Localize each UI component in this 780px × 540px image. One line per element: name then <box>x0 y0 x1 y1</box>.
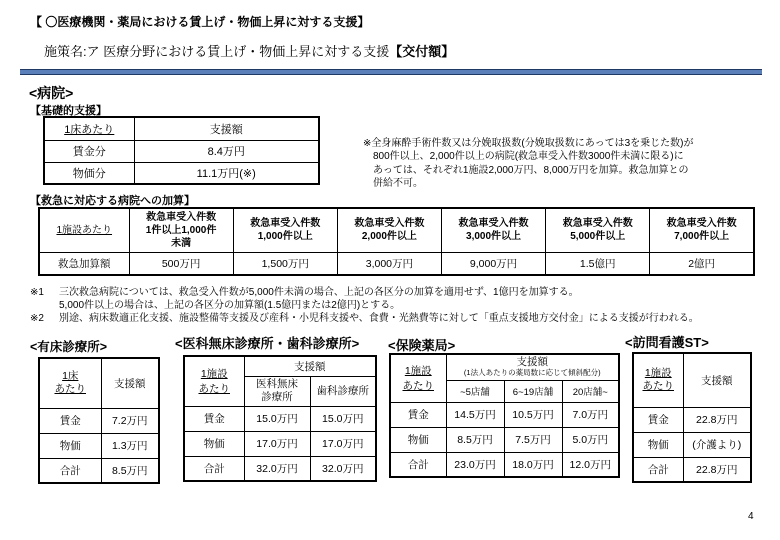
col-header-line: 7,000件以上 <box>674 231 730 243</box>
table-row <box>390 354 619 380</box>
table-row <box>39 358 159 408</box>
note-line: あっては、それぞれ1施設2,000万円、8,000万円を加算。救急加算との <box>373 164 689 176</box>
row-value: 18.0万円 <box>504 452 562 477</box>
note-line: 併給不可。 <box>373 178 423 190</box>
row-value: 8.5万円 <box>101 458 159 483</box>
amount-header-note: (1法人あたりの薬局数に応じて傾斜配分) <box>463 368 601 378</box>
row-value: 32.0万円 <box>310 456 376 481</box>
basic-unit-header-label: 1床あたり <box>64 123 115 136</box>
page-title-grant-amount: 【交付額】 <box>389 44 455 59</box>
row-value: 15.0万円 <box>310 406 376 431</box>
pharmacy-table <box>389 353 620 478</box>
footnote-text: 三次救急病院については、救急受入件数が5,000件未満の場合、上記の各区分の加算を適用せず、1億円を加算する。 <box>59 287 579 298</box>
basic-row-value: 11.1万円(※) <box>134 162 319 184</box>
hospital-section-title: <病院> <box>29 85 74 101</box>
clinic-no-beds-table <box>183 355 377 482</box>
row-label: 賃金 <box>39 408 101 433</box>
clinic-with-beds-title: <有床診療所> <box>30 340 108 354</box>
emergency-col-header <box>441 208 545 252</box>
row-value: 12.0万円 <box>562 452 619 477</box>
clinic-with-beds-table <box>38 357 160 484</box>
anesthesia-delivery-note <box>363 137 769 191</box>
row-label: 物価 <box>390 427 446 452</box>
emergency-value: 1.5億円 <box>546 252 650 275</box>
unit-header-line: 1施設 <box>404 365 432 378</box>
row-value: 22.8万円 <box>683 457 751 482</box>
clinic-no-beds-title: <医科無床診療所・歯科診療所> <box>175 336 360 351</box>
col-header-line: 3,000件以上 <box>466 231 522 243</box>
emergency-addition-table <box>38 207 755 276</box>
row-label: 合計 <box>184 456 244 481</box>
note-line: ※全身麻酔手術件数又は分娩取扱数(分娩取扱数にあっては3を乗じた数)が <box>363 138 694 149</box>
emergency-value: 9,000万円 <box>441 252 545 275</box>
table-row <box>184 431 376 456</box>
amount-header-label: 支援額 <box>516 356 548 369</box>
tier-header: 20店舗~ <box>562 380 619 402</box>
emergency-col-header <box>233 208 337 252</box>
col-header-line: 救急車受入件数 <box>250 218 321 230</box>
amount-header: 支援額 <box>683 353 751 407</box>
emergency-value: 3,000万円 <box>337 252 441 275</box>
row-value: 8.5万円 <box>446 427 504 452</box>
unit-header-line: 1施設 <box>644 367 672 380</box>
row-value: 32.0万円 <box>244 456 310 481</box>
note-line: 800件以上、2,000件以上の病院(救急車受入件数3000件未満に限る)に <box>373 151 684 163</box>
row-value: 23.0万円 <box>446 452 504 477</box>
table-row <box>633 353 751 407</box>
col-header-line: 未満 <box>171 237 192 249</box>
subcol-header-medical <box>244 376 310 406</box>
col-header-line: 5,000件以上 <box>570 231 626 243</box>
row-value: 15.0万円 <box>244 406 310 431</box>
tier-header: 6~19店舗 <box>504 380 562 402</box>
tier-header: ~5店舗 <box>446 380 504 402</box>
table-row <box>633 432 751 457</box>
footnote-text: 別途、病床数適正化支援、施設整備等支援及び産科・小児科支援や、食費・光熱費等に対して「重点支援地方交付金」による支援が行われる。 <box>59 313 699 325</box>
subcol-header-line: 医科無床 <box>256 378 298 390</box>
row-label: 物価 <box>633 432 683 457</box>
unit-header <box>39 358 101 408</box>
table-row <box>44 117 319 140</box>
basic-support-heading: 【基礎的支援】 <box>30 105 107 117</box>
row-value: (介護より) <box>683 432 751 457</box>
emergency-addition-heading: 【救急に対応する病院への加算】 <box>30 195 195 207</box>
emergency-unit-header <box>39 208 129 252</box>
unit-header-line: あたり <box>402 380 434 393</box>
emergency-value: 1,500万円 <box>233 252 337 275</box>
unit-header-line: あたり <box>198 383 230 396</box>
unit-header-line: 1床 <box>62 370 79 383</box>
row-label: 物価 <box>39 433 101 458</box>
row-value: 1.3万円 <box>101 433 159 458</box>
subcol-header-dental: 歯科診療所 <box>310 376 376 406</box>
col-header-line: 1,000件以上 <box>257 231 313 243</box>
basic-row-value: 8.4万円 <box>134 140 319 162</box>
col-header-line: 救急車受入件数 <box>354 218 425 230</box>
page-title <box>44 41 454 60</box>
unit-header-line: あたり <box>642 380 674 393</box>
row-label: 物価 <box>184 431 244 456</box>
unit-header <box>633 353 683 407</box>
table-row <box>39 433 159 458</box>
table-row <box>390 402 619 427</box>
col-header-line: 救急車受入件数 <box>146 211 217 223</box>
page-supertitle: 【 〇医療機関・薬局における賃上げ・物価上昇に対する支援】 <box>30 15 370 29</box>
table-row <box>184 406 376 431</box>
table-row <box>39 458 159 483</box>
visiting-nurse-title: <訪問看護ST> <box>625 335 709 350</box>
emergency-col-header <box>129 208 233 252</box>
subcol-header-line: 診療所 <box>261 391 293 403</box>
footnote-line <box>30 312 699 325</box>
emergency-value: 500万円 <box>129 252 233 275</box>
col-header-line: 救急車受入件数 <box>562 218 633 230</box>
table-row <box>184 356 376 376</box>
table-row <box>184 456 376 481</box>
table-row <box>633 457 751 482</box>
footnote-marker: ※1 <box>30 287 44 298</box>
row-value: 17.0万円 <box>244 431 310 456</box>
row-value: 14.5万円 <box>446 402 504 427</box>
footnote-marker: ※2 <box>30 313 44 325</box>
header-divider-line <box>20 69 762 75</box>
emergency-col-header <box>650 208 754 252</box>
emergency-row-label: 救急加算額 <box>39 252 129 275</box>
table-row <box>39 208 754 252</box>
row-value: 22.8万円 <box>683 407 751 432</box>
row-value: 17.0万円 <box>310 431 376 456</box>
emergency-col-header <box>337 208 441 252</box>
amount-header <box>446 354 619 380</box>
basic-support-table <box>43 116 320 185</box>
col-header-line: 救急車受入件数 <box>458 218 529 230</box>
page-title-text: 施策名:ア 医療分野における賃上げ・物価上昇に対する支援 <box>44 44 390 59</box>
table-row <box>44 162 319 184</box>
col-header-line: 1件以上1,000件 <box>145 224 217 236</box>
footnote-line: 5,000件以上の場合は、上記の各区分の加算額(1.5億円または2億円)とする。 <box>59 300 401 312</box>
row-value: 5.0万円 <box>562 427 619 452</box>
unit-header-line: あたり <box>54 383 86 396</box>
row-value: 7.5万円 <box>504 427 562 452</box>
emergency-col-header <box>546 208 650 252</box>
row-value: 10.5万円 <box>504 402 562 427</box>
table-row <box>633 407 751 432</box>
col-header-line: 救急車受入件数 <box>666 218 737 230</box>
table-row <box>39 252 754 275</box>
row-label: 合計 <box>390 452 446 477</box>
basic-row-label: 物価分 <box>44 162 134 184</box>
row-label: 賃金 <box>633 407 683 432</box>
table-row <box>44 140 319 162</box>
page-number: 4 <box>748 511 754 522</box>
row-label: 合計 <box>633 457 683 482</box>
unit-header-line: 1施設 <box>200 368 228 381</box>
table-row <box>390 452 619 477</box>
basic-row-label: 賃金分 <box>44 140 134 162</box>
basic-amount-header: 支援額 <box>134 117 319 140</box>
emergency-unit-header-label: 1施設あたり <box>56 224 113 236</box>
table-row <box>39 408 159 433</box>
row-label: 賃金 <box>390 402 446 427</box>
pharmacy-title: <保険薬局> <box>388 338 456 353</box>
row-value: 7.0万円 <box>562 402 619 427</box>
row-label: 賃金 <box>184 406 244 431</box>
emergency-value: 2億円 <box>650 252 754 275</box>
col-header-line: 2,000件以上 <box>361 231 417 243</box>
unit-header <box>390 354 446 402</box>
unit-header <box>184 356 244 406</box>
row-value: 7.2万円 <box>101 408 159 433</box>
table-row <box>390 427 619 452</box>
amount-header: 支援額 <box>101 358 159 408</box>
footnote-line <box>30 286 699 299</box>
row-label: 合計 <box>39 458 101 483</box>
footnotes <box>30 286 699 326</box>
basic-unit-header <box>44 117 134 140</box>
visiting-nurse-table <box>632 352 752 483</box>
amount-header: 支援額 <box>244 356 376 376</box>
